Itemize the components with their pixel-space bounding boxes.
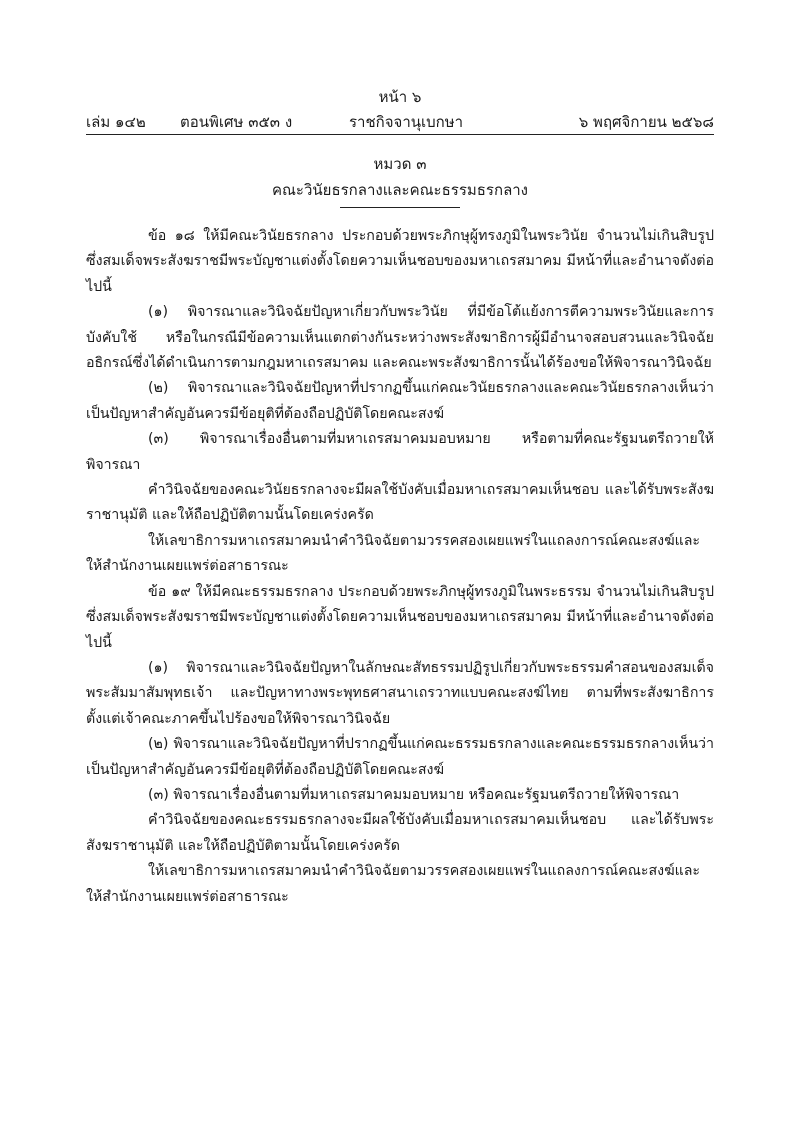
- paragraph-article-19-item-1: (๑) พิจารณาและวินิจฉัยปัญหาในลักษณะสัทธรรมปฏิรูปเกี่ยวกับพระธรรมคำสอนของสมเด็จพระสัมมาสัมพุทธเจ้า และปัญหาทางพระพุทธศาสนาเถรวาทแบบคณะสงฆ์ไทย ตามที่พระสังฆาธิการตั้งแต่เจ้าคณะภาคขึ้นไปร้องขอให้พิจารณาวินิจฉัย: [86, 659, 714, 727]
- chapter-divider: [340, 207, 460, 208]
- chapter-subtitle: คณะวินัยธรกลางและคณะธรรมธรกลาง: [271, 181, 529, 199]
- page-number: หน้า ๖: [378, 88, 422, 106]
- chapter-title: หมวด ๓: [373, 155, 427, 173]
- paragraph-article-18-item-2: (๒) พิจารณาและวินิจฉัยปัญหาที่ปรากฏขึ้นแก่คณะวินัยธรกลางและคณะวินัยธรกลางเห็นว่าเป็นปัญหาสำคัญอันควรมีข้อยุติที่ต้องถือปฏิบัติโดยคณะสงฆ์: [86, 380, 714, 422]
- issue-label: ตอนพิเศษ ๓๕๓ ง: [180, 113, 293, 131]
- publication-date: ๖ พฤศจิกายน ๒๕๖๘: [578, 113, 714, 131]
- paragraph-article-18-publication: ให้เลขาธิการมหาเถรสมาคมนำคำวินิจฉัยตามวรรคสองเผยแพร่ในแถลงการณ์คณะสงฆ์และให้สำนักงานเผยแพร่ต่อสาธารณะ: [86, 532, 701, 575]
- header-divider: [86, 134, 714, 135]
- gazette-header: [86, 110, 714, 130]
- paragraph-article-18-ruling: คำวินิจฉัยของคณะวินัยธรกลางจะมีผลใช้บังคับเมื่อมหาเถรสมาคมเห็นชอบ และได้รับพระสังฆราชานุมัติ และให้ถือปฏิบัติตามนั้นโดยเคร่งครัด: [86, 482, 714, 524]
- paragraph-article-19-item-2: (๒) พิจารณาและวินิจฉัยปัญหาที่ปรากฏขึ้นแก่คณะธรรมธรกลางและคณะธรรมธรกลางเห็นว่าเป็นปัญหาสำคัญอันควรมีข้อยุติที่ต้องถือปฏิบัติโดยคณะสงฆ์: [86, 736, 714, 778]
- paragraph-article-19-publication: ให้เลขาธิการมหาเถรสมาคมนำคำวินิจฉัยตามวรรคสองเผยแพร่ในแถลงการณ์คณะสงฆ์และให้สำนักงานเผยแพร่ต่อสาธารณะ: [86, 863, 701, 905]
- paragraph-article-18-item-3: (๓) พิจารณาเรื่องอื่นตามที่มหาเถรสมาคมมอบหมาย หรือตามที่คณะรัฐมนตรีถวายให้พิจารณา: [86, 431, 714, 473]
- paragraph-article-19-ruling: คำวินิจฉัยของคณะธรรมธรกลางจะมีผลใช้บังคับเมื่อมหาเถรสมาคมเห็นชอบ และได้รับพระสังฆราชานุมัติ และให้ถือปฏิบัติตามนั้นโดยเคร่งครัด: [86, 812, 714, 854]
- paragraph-article-19: ข้อ ๑๙ ให้มีคณะธรรมธรกลาง ประกอบด้วยพระภิกษุผู้ทรงภูมิในพระธรรม จำนวนไม่เกินสิบรูป ซึ่งสมเด็จพระสังฆราชมีพระบัญชาแต่งตั้งโดยความเห็นชอบของมหาเถรสมาคม มีหน้าที่และอำนาจดังต่อไปนี้: [86, 583, 714, 651]
- paragraph-article-19-item-3: (๓) พิจารณาเรื่องอื่นตามที่มหาเถรสมาคมมอบหมาย หรือคณะรัฐมนตรีถวายให้พิจารณา: [148, 786, 680, 803]
- volume-label: เล่ม ๑๔๒: [86, 113, 146, 131]
- document-body: [86, 224, 714, 910]
- paragraph-article-18: ข้อ ๑๘ ให้มีคณะวินัยธรกลาง ประกอบด้วยพระภิกษุผู้ทรงภูมิในพระวินัย จำนวนไม่เกินสิบรูป ซึ่งสมเด็จพระสังฆราชมีพระบัญชาแต่งตั้งโดยความเห็นชอบของมหาเถรสมาคม มีหน้าที่และอำนาจดังต่อไปนี้: [86, 228, 714, 295]
- paragraph-article-18-item-1: (๑) พิจารณาและวินิจฉัยปัญหาเกี่ยวกับพระวินัย ที่มีข้อโต้แย้งการตีความพระวินัยและการบังคับใช้ หรือในกรณีมีข้อความเห็นแตกต่างกันระหว่างพระสังฆาธิการผู้มีอำนาจสอบสวนและวินิจฉัยอธิกรณ์ซึ่งได้ดำเนินการตามกฎมหาเถรสมาคม และคณะพระสังฆาธิการนั้นได้ร้องขอให้พิจารณาวินิจฉัย: [86, 304, 714, 372]
- gazette-name: ราชกิจจานุเบกษา: [349, 113, 464, 131]
